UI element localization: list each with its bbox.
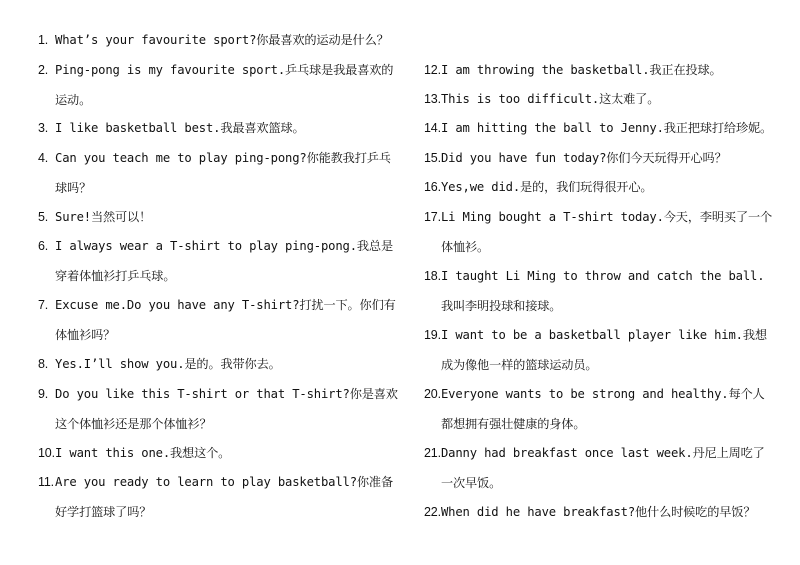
item-number: 21. xyxy=(424,446,441,460)
list-item xyxy=(38,439,398,469)
list-item xyxy=(38,468,398,527)
list-item xyxy=(424,439,774,498)
list-item xyxy=(424,203,774,262)
item-text: I always wear a T-shirt to play ping-pong.我总是穿着体恤衫打乒乓球。 xyxy=(55,239,393,283)
list-item xyxy=(424,85,774,115)
list-item xyxy=(424,321,774,380)
item-text: Yes,we did.是的，我们玩得很开心。 xyxy=(440,180,653,194)
list-item xyxy=(38,380,398,439)
item-text: Did you have fun today?你们今天玩得开心吗？ xyxy=(440,151,727,165)
item-number: 6. xyxy=(38,239,49,253)
item-number: 19. xyxy=(424,328,441,342)
item-text: Li Ming bought a T-shirt today.今天，李明买了一个体恤衫。 xyxy=(440,210,773,254)
list-item xyxy=(424,173,774,203)
item-text: This is too difficult.这太难了。 xyxy=(440,92,660,106)
list-item xyxy=(38,26,398,56)
item-text: Are you ready to learn to play basketball?你准备好学打篮球了吗？ xyxy=(55,475,393,519)
item-text: Sure!当然可以！ xyxy=(55,210,152,224)
item-number: 11. xyxy=(38,475,54,489)
item-text: Do you like this T-shirt or that T-shirt?你是喜欢这个体恤衫还是那个体恤衫？ xyxy=(55,387,398,431)
list-item xyxy=(38,232,398,291)
list-item xyxy=(424,144,774,174)
item-text: I taught Li Ming to throw and catch the ball.我叫李明投球和接球。 xyxy=(440,269,765,313)
item-text: Yes.I’ll show you.是的。我带你去。 xyxy=(55,357,281,371)
item-number: 22. xyxy=(424,505,441,519)
item-text: I like basketball best.我最喜欢篮球。 xyxy=(55,121,305,135)
item-number: 1. xyxy=(38,33,49,47)
item-number: 12. xyxy=(424,63,441,77)
item-number: 7. xyxy=(38,298,49,312)
item-number: 8. xyxy=(38,357,49,371)
item-text: Excuse me.Do you have any T-shirt?打扰一下。你们有体恤衫吗？ xyxy=(55,298,396,342)
list-item xyxy=(38,56,398,115)
item-number: 18. xyxy=(424,269,441,283)
item-number: 14. xyxy=(424,121,441,135)
item-number: 15. xyxy=(424,151,441,165)
item-number: 2. xyxy=(38,63,49,77)
item-number: 13. xyxy=(424,92,441,106)
item-text: What’s your favourite sport?你最喜欢的运动是什么？ xyxy=(55,33,389,47)
list-item xyxy=(424,498,774,528)
item-number: 5. xyxy=(38,210,49,224)
list-item xyxy=(38,291,398,350)
item-text: Danny had breakfast once last week.丹尼上周吃了一次早饭。 xyxy=(440,446,765,490)
list-item xyxy=(38,350,398,380)
list-item xyxy=(38,203,398,233)
item-number: 3. xyxy=(38,121,49,135)
item-number: 16. xyxy=(424,180,441,194)
list-item xyxy=(424,380,774,439)
list-item xyxy=(424,114,774,144)
list-item xyxy=(424,262,774,321)
item-text: I want this one.我想这个。 xyxy=(55,446,231,460)
item-number: 10. xyxy=(38,446,55,460)
item-number: 9. xyxy=(38,387,49,401)
item-text: I want to be a basketball player like him.我想成为像他一样的篮球运动员。 xyxy=(440,328,767,372)
item-number: 4. xyxy=(38,151,49,165)
item-text: Ping-pong is my favourite sport.乒乓球是我最喜欢的运动。 xyxy=(55,63,394,107)
item-number: 20. xyxy=(424,387,441,401)
item-text: When did he have breakfast?他什么时候吃的早饭？ xyxy=(440,505,756,519)
list-item xyxy=(424,56,774,86)
item-text: Can you teach me to play ping-pong?你能教我打乒乓球吗？ xyxy=(55,151,391,195)
list-item xyxy=(38,144,398,203)
item-text: Everyone wants to be strong and healthy.每个人都想拥有强壮健康的身体。 xyxy=(440,387,765,431)
list-item xyxy=(38,114,398,144)
item-number: 17. xyxy=(424,210,441,224)
item-text: I am hitting the ball to Jenny.我正把球打给珍妮。 xyxy=(440,121,773,135)
item-text: I am throwing the basketball.我正在投球。 xyxy=(440,63,722,77)
